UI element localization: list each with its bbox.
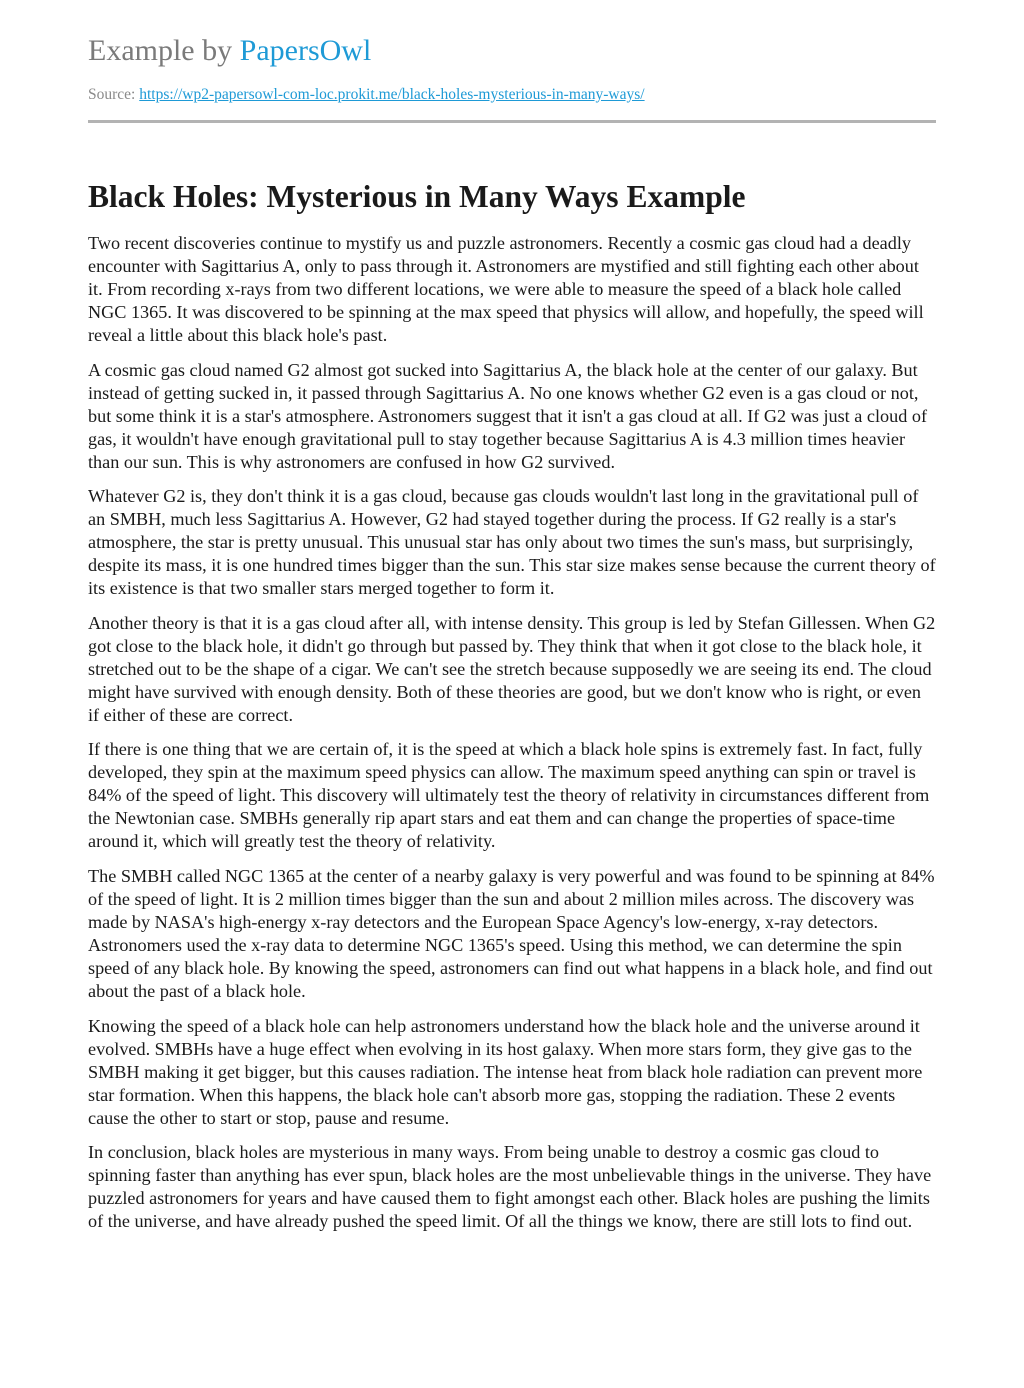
document-page [88,0,936,1245]
brand-prefix: Example by [88,34,240,67]
paragraph-5: If there is one thing that we are certain of, it is the speed at which a black hole spins is extremely fast. In fact, fully developed, they spin at the maximum speed physics can allow. The maximum speed anything can spin or travel is 84% of the speed of light. This discovery will ultimately test the theory of relativity in circumstances different from the Newtonian case. SMBHs generally rip apart stars and eat them and can change the properties of space-time around it, which will greatly test the theory of relativity. [88,739,930,852]
brand-header [88,0,936,69]
paragraph-4: Another theory is that it is a gas cloud after all, with intense density. This group is led by Stefan Gillessen. When G2 got close to the black hole, it didn't go through but passed by. They think that when it got close to the black hole, it stretched out to be the shape of a cigar. We can't see the stretch because supposedly we are seeing its end. The cloud might have survived with enough density. Both of these theories are good, but we don't know who is right, or even if either of these are correct. [88,612,936,725]
article-title: Black Holes: Mysterious in Many Ways Example [88,179,746,214]
paragraph-6: The SMBH called NGC 1365 at the center of a nearby galaxy is very powerful and was found to be spinning at 84% of the speed of light. It is 2 million times bigger than the sun and about 2 million miles across. The discovery was made by NASA's high-energy x-ray detectors and the European Space Agency's low-energy, x-ray detectors. Astronomers used the x-ray data to determine NGC 1365's speed. Using this method, we can determine the spin speed of any black hole. By knowing the speed, astronomers can find out what happens in a black hole, and find out about the past of a black hole. [88,865,935,1001]
paragraph-1: Two recent discoveries continue to mystify us and puzzle astronomers. Recently a cosmic gas cloud had a deadly encounter with Sagittarius A, only to pass through it. Astronomers are mystified and still fighting each other about it. From recording x-rays from two different locations, we were able to measure the speed of a black hole called NGC 1365. It was discovered to be spinning at the max speed that physics will allow, and hopefully, the speed will reveal a little about this black hole's past. [88,233,924,345]
header-divider [88,120,936,123]
article-body [88,232,936,1233]
source-line [88,86,936,104]
brand-name-link[interactable]: PapersOwl [239,34,372,67]
paragraph-3: Whatever G2 is, they don't think it is a gas cloud, because gas clouds wouldn't last long in the gravitational pull of an SMBH, much less Sagittarius A. However, G2 had stayed together during the process. If G2 really is a star's atmosphere, the star is pretty unusual. This unusual star has only about two times the sun's mass, but surprisingly, despite its mass, it is one hundred times bigger than the sun. This star size makes sense because the current theory of its existence is that two smaller stars merged together to form it. [88,486,936,599]
paragraph-7: Knowing the speed of a black hole can help astronomers understand how the black hole and the universe around it evolved. SMBHs have a huge effect when evolving in its host galaxy. When more stars form, they give gas to the SMBH making it get bigger, but this causes radiation. The intense heat from black hole radiation can prevent more star formation. When this happens, the black hole can't absorb more gas, stopping the radiation. These 2 events cause the other to start or stop, pause and resume. [88,1015,923,1128]
paragraph-2: A cosmic gas cloud named G2 almost got sucked into Sagittarius A, the black hole at the center of our galaxy. But instead of getting sucked in, it passed through Sagittarius A. No one knows whether G2 even is a gas cloud or not, but some think it is a star's atmosphere. Astronomers suggest that it isn't a gas cloud at all. If G2 was just a cloud of gas, it wouldn't have enough gravitational pull to stay together because Sagittarius A is 4.3 million times heavier than our sun. This is why astronomers are confused in how G2 survived. [88,359,928,472]
source-url-link[interactable]: https://wp2-papersowl-com-loc.prokit.me/black-holes-mysterious-in-many-ways/ [139,86,645,103]
source-label: Source: [88,86,140,103]
paragraph-8: In conclusion, black holes are mysterious in many ways. From being unable to destroy a cosmic gas cloud to spinning faster than anything has ever spun, black holes are the most unbelievable things in the universe. They have puzzled astronomers for years and have caused them to fight amongst each other. Black holes are pushing the limits of the universe, and have already pushed the speed limit. Of all the things we know, there are still lots to find out. [88,1142,932,1232]
